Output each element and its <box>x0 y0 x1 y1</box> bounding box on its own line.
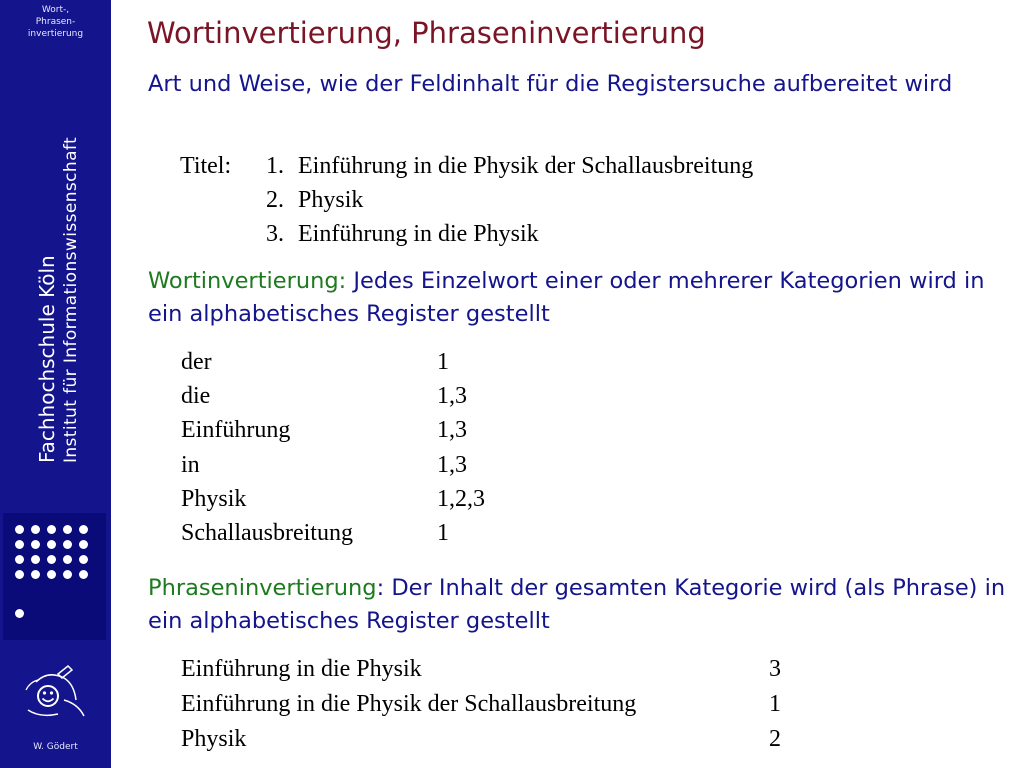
index-refs: 1,3 <box>437 417 467 444</box>
institute-name: Institut für Informationswissenschaft <box>61 136 81 464</box>
index-term: die <box>181 383 211 410</box>
phrase-inversion-colon: : <box>376 575 385 601</box>
index-refs: 1 <box>769 691 781 717</box>
slide-title: Wortinvertierung, Phraseninvertierung <box>147 16 706 50</box>
index-term: Einführung in die Physik der Schallausbreitung <box>181 691 637 717</box>
index-refs: 2 <box>769 726 781 752</box>
dot-icon <box>15 555 24 564</box>
dot-icon <box>63 570 72 579</box>
smiley-logo-icon <box>18 660 94 724</box>
dot-icon <box>63 540 72 549</box>
index-term: der <box>181 349 212 375</box>
index-term: Schallausbreitung <box>181 519 353 546</box>
dot-icon <box>79 555 88 564</box>
slide-content <box>111 0 1024 768</box>
dot-icon <box>63 525 72 534</box>
dot-icon <box>47 525 56 534</box>
dot-icon <box>47 570 56 579</box>
dot-icon <box>31 570 40 579</box>
list-text: Einführung in die Physik der Schallausbreitung <box>298 153 754 179</box>
dot-icon <box>15 609 24 618</box>
dot-icon <box>31 540 40 549</box>
list-text: Einführung in die Physik <box>298 221 539 247</box>
dot-icon <box>47 555 56 564</box>
index-term: in <box>181 451 200 478</box>
dot-icon <box>79 540 88 549</box>
index-term: Einführung in die Physik <box>181 656 422 682</box>
word-inversion-term: Wortinvertierung: <box>148 268 347 294</box>
dot-icon <box>63 555 72 564</box>
index-refs: 3 <box>769 656 781 682</box>
dot-icon <box>31 555 40 564</box>
index-term: Physik <box>181 485 247 512</box>
author-name: W. Gödert <box>33 742 78 752</box>
phrase-inversion-term: Phraseninvertierung <box>148 575 377 601</box>
dot-icon <box>47 540 56 549</box>
dot-icon <box>15 525 24 534</box>
list-number: 1. <box>266 153 284 179</box>
dot-icon <box>31 525 40 534</box>
dot-icon <box>15 570 24 579</box>
index-refs: 1,2,3 <box>437 485 485 512</box>
title-field-label: Titel: <box>180 153 232 179</box>
index-term: Einführung <box>181 417 291 444</box>
list-text: Physik <box>298 187 364 213</box>
index-term: Physik <box>181 726 247 752</box>
school-name: Fachhochschule Köln <box>35 255 59 464</box>
index-refs: 1,3 <box>437 383 467 410</box>
phrase-inversion-definition <box>148 572 1008 638</box>
dot-icon <box>79 570 88 579</box>
dot-icon <box>79 525 88 534</box>
sidebar <box>0 0 111 768</box>
index-refs: 1,3 <box>437 451 467 478</box>
list-number: 2. <box>266 187 284 213</box>
dot-grid-logo <box>3 513 106 640</box>
list-number: 3. <box>266 221 284 247</box>
dot-icon <box>15 540 24 549</box>
phrase-inversion-description: Der Inhalt der gesamten Kategorie wird (als Phrase) in ein alphabetisches Register gestellt <box>148 575 1006 634</box>
word-inversion-definition <box>148 265 1008 331</box>
word-inversion-description: Jedes Einzelwort einer oder mehrerer Kategorien wird in ein alphabetisches Register gestellt <box>148 268 985 327</box>
sidebar-topic: Wort-, Phrasen- invertierung <box>27 5 84 39</box>
intro-text: Art und Weise, wie der Feldinhalt für die Registersuche aufbereitet wird <box>148 71 953 97</box>
index-refs: 1 <box>437 519 449 546</box>
index-refs: 1 <box>437 349 449 375</box>
